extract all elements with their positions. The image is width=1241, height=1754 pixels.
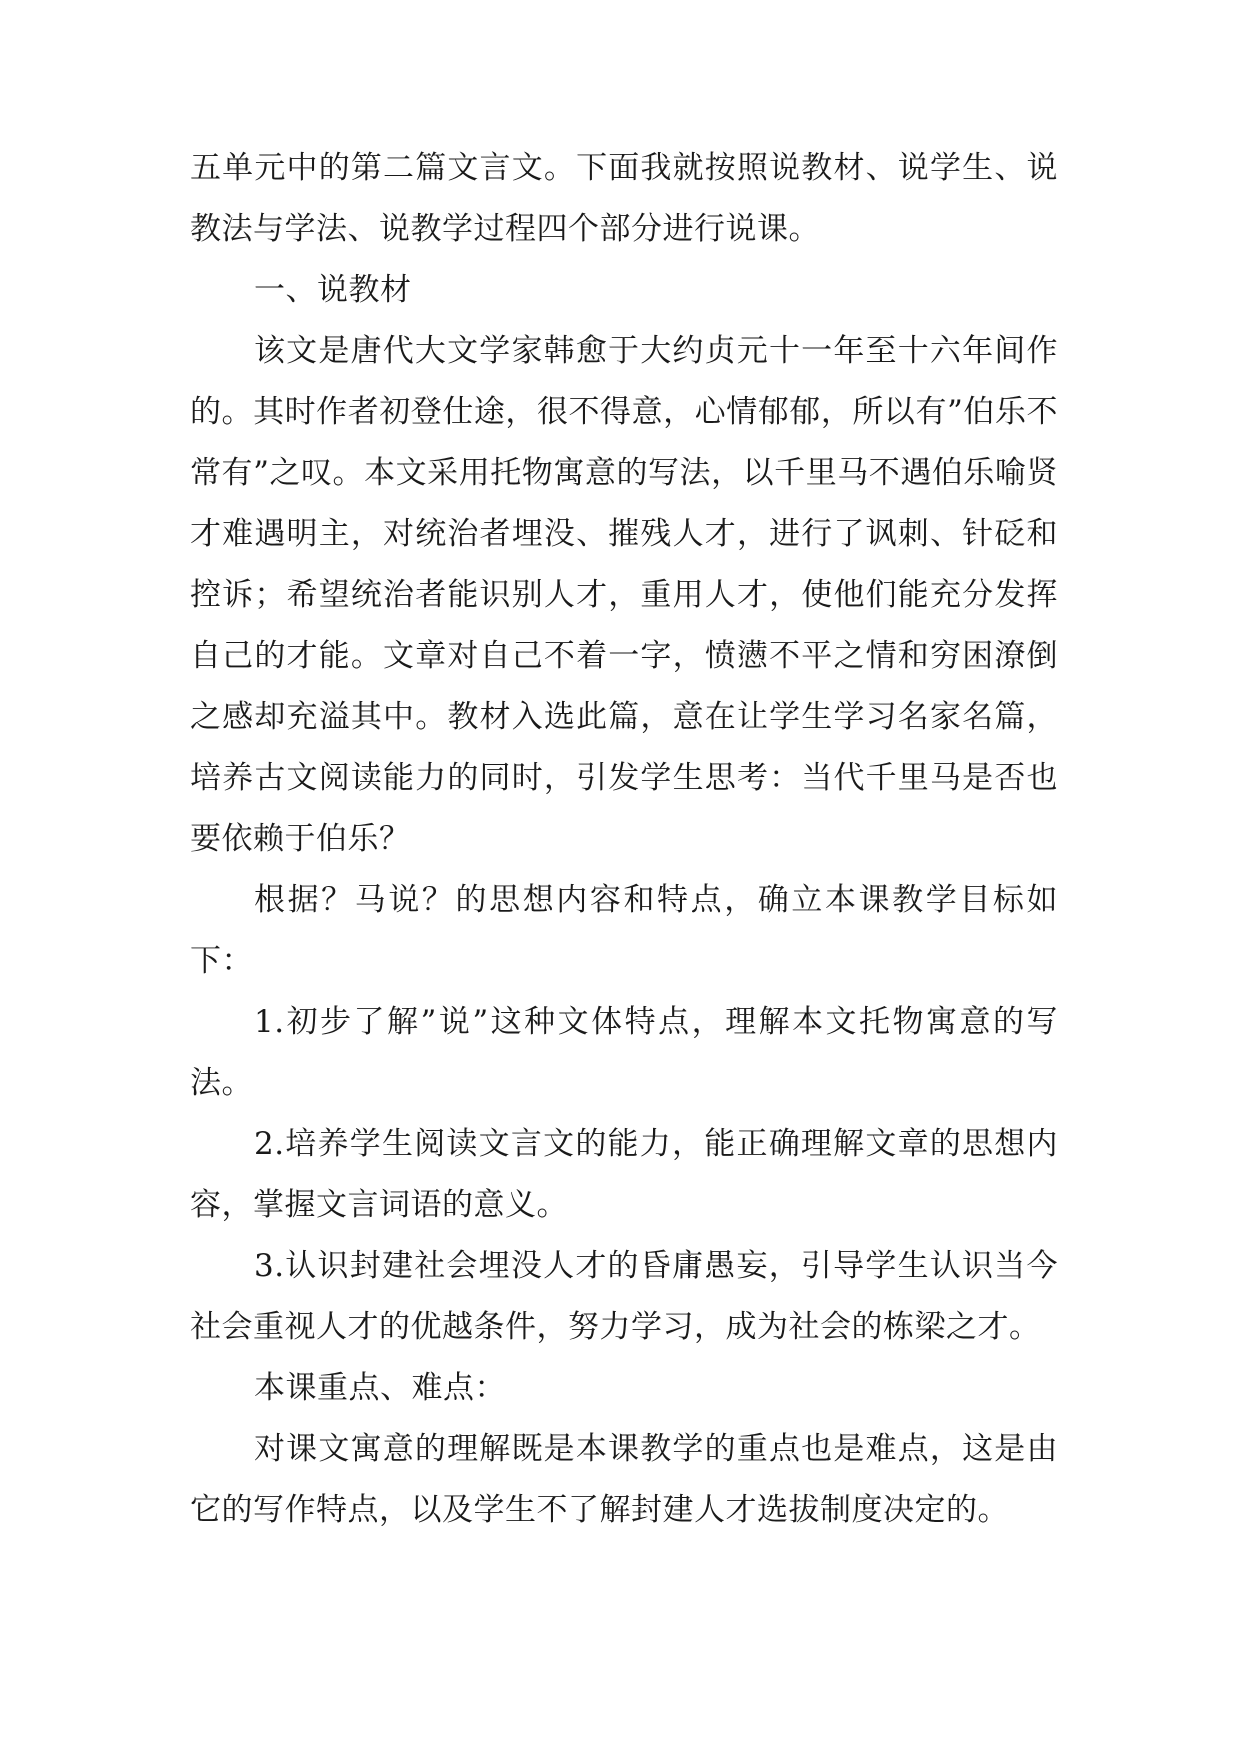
document-body [190,138,1058,1541]
paragraph-key-points: 对课文寓意的理解既是本课教学的重点也是难点，这是由它的写作特点，以及学生不了解封建人才选拔制度决定的。 [190,1431,1058,1528]
objective-item-2: 2.培养学生阅读文言文的能力，能正确理解文章的思想内容，掌握文言词语的意义。 [190,1126,1058,1223]
paragraph-textbook-analysis: 该文是唐代大文学家韩愈于大约贞元十一年至十六年间作的。其时作者初登仕途，很不得意，心情郁郁，所以有”伯乐不常有”之叹。本文采用托物寓意的写法，以千里马不遇伯乐喻贤才难遇明主，对统治者埋没、摧残人才，进行了讽刺、针砭和控诉；希望统治者能识别人才，重用人才，使他们能充分发挥自己的才能。文章对自己不着一字，愤懑不平之情和穷困潦倒之感却充溢其中。教材入选此篇，意在让学生学习名家名篇，培养古文阅读能力的同时，引发学生思考：当代千里马是否也要依赖于伯乐？ [190,333,1058,857]
objective-item-3: 3.认识封建社会埋没人才的昏庸愚妄，引导学生认识当今社会重视人才的优越条件，努力学习，成为社会的栋梁之才。 [190,1248,1058,1345]
paragraph-objectives-intro: 根据？马说？的思想内容和特点，确立本课教学目标如下： [190,882,1058,979]
objective-item-1: 1.初步了解”说”这种文体特点，理解本文托物寓意的写法。 [190,1004,1058,1101]
paragraph-key-points-heading: 本课重点、难点： [254,1370,506,1406]
section-heading-textbook: 一、说教材 [254,272,412,308]
paragraph-intro: 五单元中的第二篇文言文。下面我就按照说教材、说学生、说教法与学法、说教学过程四个部分进行说课。 [190,150,1058,247]
